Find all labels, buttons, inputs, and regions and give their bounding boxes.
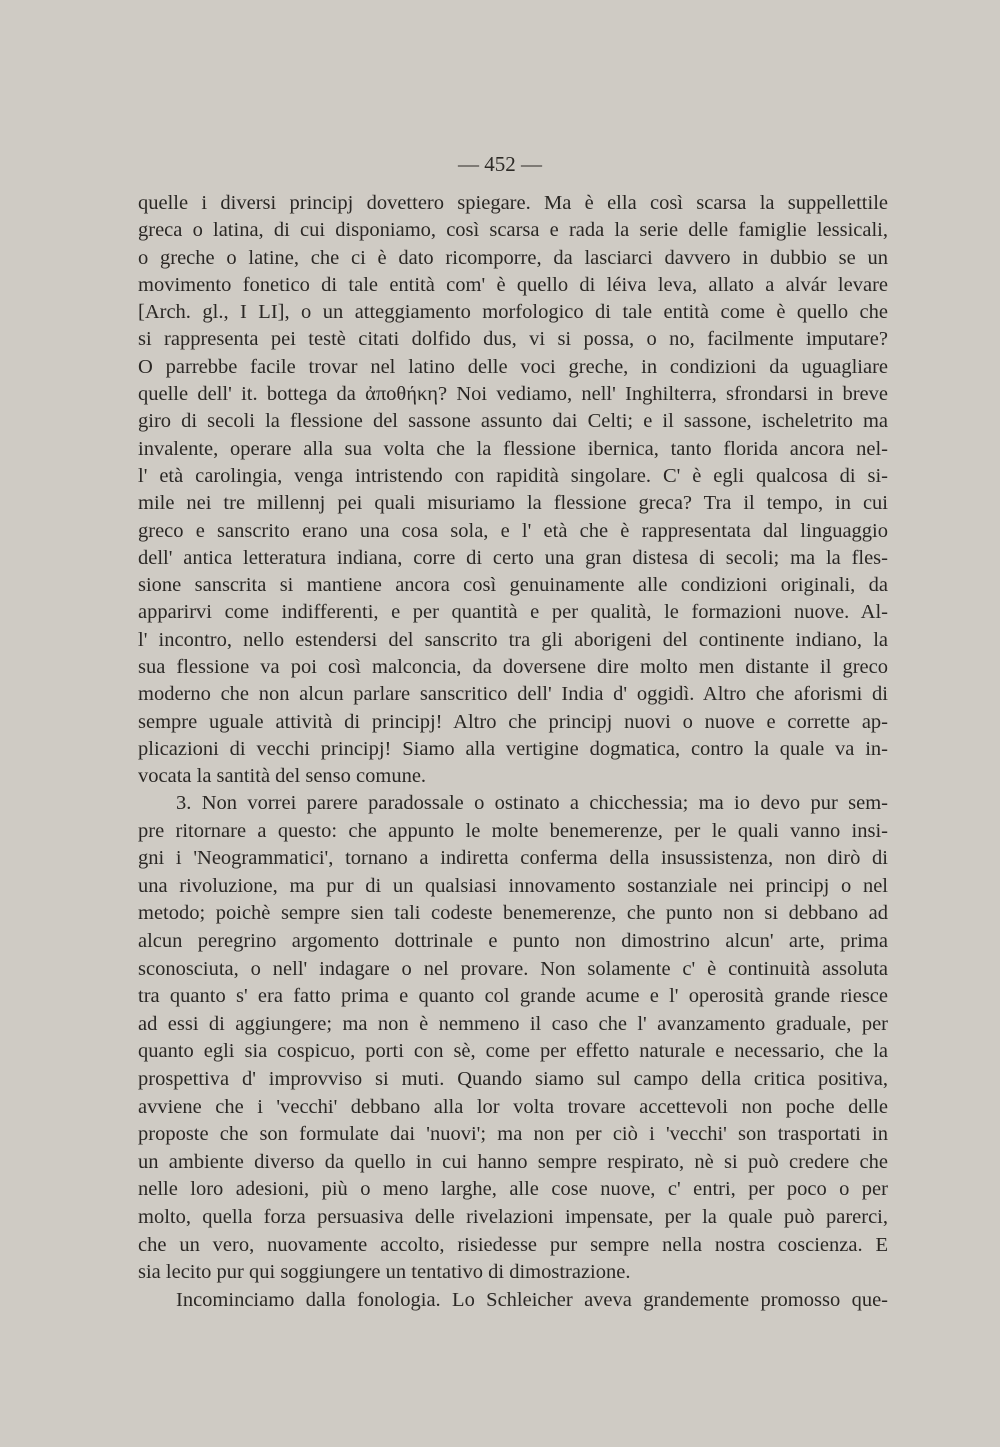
- text-line: avviene che i 'vecchi' debbano alla lor volta trovare accettevoli non poche delle: [138, 1095, 888, 1118]
- text-line: pre ritornare a questo: che appunto le molte benemerenze, per le quali vanno insi-: [138, 819, 888, 842]
- text-line: si rappresenta pei testè citati dolfido dus, vi si possa, o no, facilmente imputare?: [138, 328, 888, 351]
- text-line: l' età carolingia, venga intristendo con rapidità singolare. C' è egli qualcosa di si-: [138, 464, 888, 487]
- text-line: apparirvi come indifferenti, e per quantità e per qualità, le formazioni nuove. Al-: [138, 601, 888, 624]
- text-line: sua flessione va poi così malconcia, da doversene dire molto men distante il greco: [138, 656, 888, 679]
- text-line: l' incontro, nello estendersi del sanscrito tra gli aborigeni del continente indiano, la: [138, 628, 888, 651]
- text-line: quelle i diversi principj dovettero spiegare. Ma è ella così scarsa la suppellettile: [138, 192, 888, 214]
- paragraph-2: [138, 790, 888, 1314]
- page-number: — 452 —: [458, 152, 542, 176]
- text-line: [Arch. gl., I LI], o un atteggiamento morfologico di tale entità come è quello che: [138, 301, 888, 324]
- text-line: un ambiente diverso da quello in cui hanno sempre respirato, nè si può credere che: [138, 1150, 888, 1173]
- text-line: vocata la santità del senso comune.: [138, 765, 427, 788]
- paragraph-1: [138, 190, 888, 791]
- text-line: plicazioni di vecchi principj! Siamo alla vertigine dogmatica, contro la quale va in-: [138, 737, 888, 760]
- text-line: ad essi di aggiungere; ma non è nemmeno il caso che l' avanzamento graduale, per: [138, 1012, 888, 1035]
- text-line: invalente, operare alla sua volta che la flessione ibernica, tanto florida ancora nel-: [138, 437, 888, 460]
- text-line: greca o latina, di cui disponiamo, così scarsa e rada la serie delle famiglie lessicali,: [138, 219, 888, 242]
- text-line: metodo; poichè sempre sien tali codeste benemerenze, che punto non si debbano ad: [138, 902, 888, 925]
- text-line: sione sanscrita si mantiene ancora così genuinamente alle condizioni originali, da: [138, 574, 888, 597]
- text-line: greco e sanscrito erano una cosa sola, e l' età che è rappresentata dal linguaggio: [138, 519, 888, 542]
- text-line: proposte che son formulate dai 'nuovi'; ma non per ciò i 'vecchi' son trasportati in: [138, 1123, 888, 1146]
- text-line: sconosciuta, o nell' indagare o nel provare. Non solamente c' è continuità assoluta: [138, 957, 888, 980]
- text-line: che un vero, nuovamente accolto, risiedesse pur sempre nella nostra coscienza. E: [138, 1233, 888, 1256]
- text-line: o greche o latine, che ci è dato ricomporre, da lasciarci davvero in dubbio se un: [138, 246, 888, 269]
- text-line: sempre uguale attività di principj! Altro che principj nuovi o nuove e corrette ap-: [138, 710, 888, 733]
- text-line: gni i 'Neogrammatici', tornano a indiretta conferma della insussistenza, non dirò di: [138, 847, 888, 870]
- text-line: tra quanto s' era fatto prima e quanto col grande acume e l' operosità grande riesce: [138, 985, 888, 1008]
- text-line: alcun peregrino argomento dottrinale e punto non dimostrino alcun' arte, prima: [138, 929, 888, 952]
- text-line: 3. Non vorrei parere paradossale o ostinato a chicchessia; ma io devo pur sem-: [176, 792, 888, 814]
- text-line: Incominciamo dalla fonologia. Lo Schleicher aveva grandemente promosso que-: [176, 1288, 888, 1311]
- text-line: nelle loro adesioni, più o meno larghe, alle cose nuove, c' entri, per poco o per: [138, 1178, 888, 1201]
- text-line: prospettiva d' improvviso si muti. Quando siamo sul campo della critica positiva,: [138, 1067, 888, 1090]
- text-line: quelle dell' it. bottega da ἀποθήκη? Noi vediamo, nell' Inghilterra, sfrondarsi in breve: [138, 383, 888, 406]
- text-line: molto, quella forza persuasiva delle rivelazioni impensate, per la quale può parerci,: [138, 1205, 888, 1228]
- text-line: una rivoluzione, ma pur di un qualsiasi innovamento sostanziale nei principj o nel: [138, 874, 888, 897]
- text-line: quanto egli sia cospicuo, porti con sè, come per effetto naturale e necessario, che la: [138, 1040, 888, 1063]
- text-line: dell' antica letteratura indiana, corre di certo una gran distesa di secoli; ma la fles-: [138, 546, 888, 569]
- text-line: giro di secoli la flessione del sassone assunto dai Celti; e il sassone, ischeletrito ma: [138, 410, 888, 433]
- text-line: moderno che non alcun parlare sanscritico dell' India d' oggidì. Altro che aforismi di: [138, 683, 888, 706]
- text-line: mile nei tre millennj pei quali misuriamo la flessione greca? Tra il tempo, in cui: [138, 492, 888, 515]
- text-line: O parrebbe facile trovar nel latino delle voci greche, in condizioni da uguagliare: [138, 355, 888, 378]
- text-line: movimento fonetico di tale entità com' è quello di léiva leva, allato a alvár levare: [138, 273, 888, 296]
- text-line: sia lecito pur qui soggiungere un tentativo di dimostrazione.: [138, 1261, 631, 1284]
